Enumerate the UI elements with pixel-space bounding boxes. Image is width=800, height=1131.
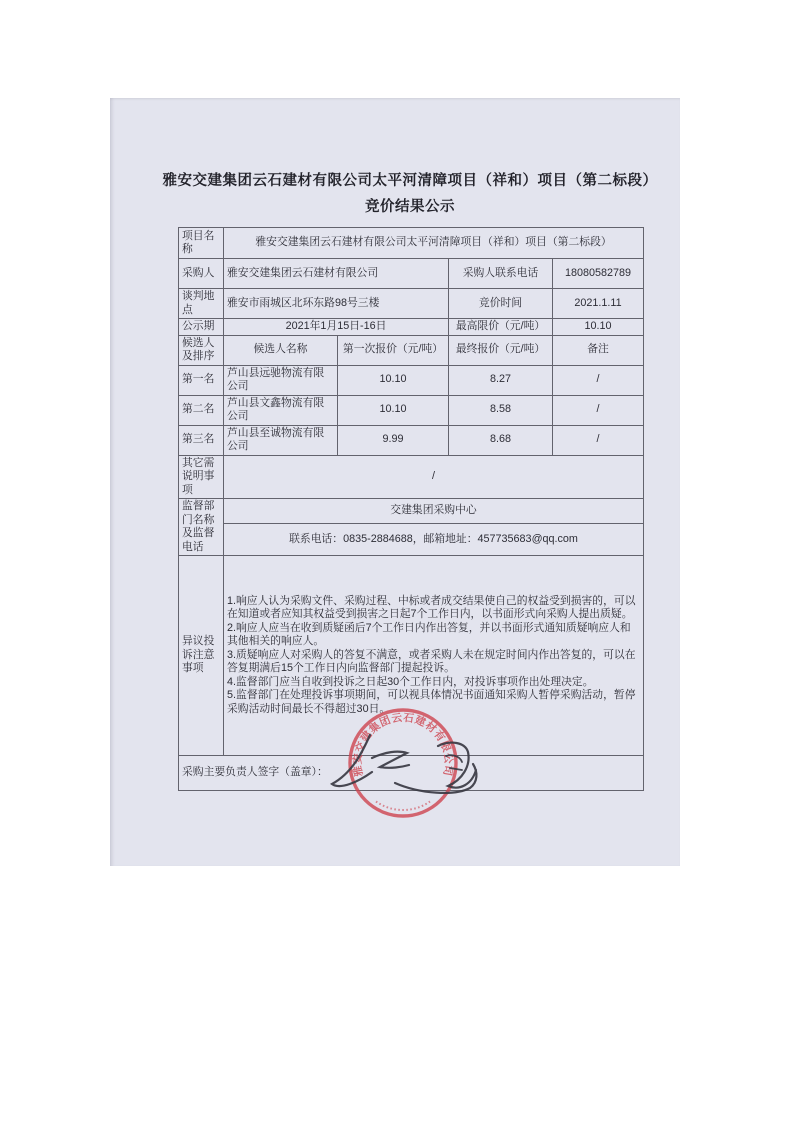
seal-text: 雅安交建集团云石建材有限公司 <box>351 711 455 778</box>
publicity-period-value: 2021年1月15日-16日 <box>224 319 449 336</box>
other-notes-label: 其它需说明事项 <box>179 455 224 499</box>
candidate-name: 芦山县文鑫物流有限公司 <box>224 395 338 425</box>
candidate-remark: / <box>553 365 644 395</box>
document-title <box>145 168 675 220</box>
purchaser-value: 雅安交建集团云石建材有限公司 <box>224 259 449 289</box>
candidates-name-header: 候选人名称 <box>224 335 338 365</box>
negotiation-place-label: 谈判地点 <box>179 289 224 319</box>
publicity-period-label: 公示期 <box>179 319 224 336</box>
candidate-row <box>179 365 644 395</box>
negotiation-place-value: 雅安市雨城区北环东路98号三楼 <box>224 289 449 319</box>
signature-label: 采购主要负责人签字（盖章）： <box>179 756 644 791</box>
candidates-first-offer-header: 第一次报价（元/吨） <box>338 335 449 365</box>
candidate-rank: 第一名 <box>179 365 224 395</box>
title-line-2: 竞价结果公示 <box>365 199 455 215</box>
objection-item-2: 2.响应人应当在收到质疑函后7个工作日内作出答复，并以书面形式通知质疑响应人和其他相关的响应人。 <box>227 621 631 648</box>
candidates-remark-header: 备注 <box>553 335 644 365</box>
candidate-first-offer: 10.10 <box>338 395 449 425</box>
objection-label: 异议投诉注意事项 <box>179 556 224 756</box>
candidate-rank: 第三名 <box>179 425 224 455</box>
candidate-name: 芦山县远驰物流有限公司 <box>224 365 338 395</box>
purchaser-phone-value: 18080582789 <box>553 259 644 289</box>
purchaser-label: 采购人 <box>179 259 224 289</box>
project-name-label: 项目名称 <box>179 228 224 259</box>
purchaser-phone-label: 采购人联系电话 <box>449 259 553 289</box>
candidate-final-offer: 8.27 <box>449 365 553 395</box>
supervision-label: 监督部门名称及监督电话 <box>179 499 224 556</box>
candidate-rank: 第二名 <box>179 395 224 425</box>
max-price-label: 最高限价（元/吨） <box>449 319 553 336</box>
candidate-final-offer: 8.68 <box>449 425 553 455</box>
title-line-1: 雅安交建集团云石建材有限公司太平河清障项目（祥和）项目（第二标段） <box>162 173 658 189</box>
supervision-dept: 交建集团采购中心 <box>224 499 644 524</box>
candidate-remark: / <box>553 395 644 425</box>
project-name-value: 雅安交建集团云石建材有限公司太平河清障项目（祥和）项目（第二标段） <box>224 228 644 259</box>
objection-item-1: 1.响应人认为采购文件、采购过程、中标或者成交结果使自己的权益受到损害的，可以在知道或者应知其权益受到损害之日起7个工作日内，以书面形式向采购人提出质疑。 <box>227 594 636 621</box>
objection-notice <box>224 556 644 756</box>
objection-item-3: 3.质疑响应人对采购人的答复不满意，或者采购人未在规定时间内作出答复的，可以在答复期满后15个工作日内向监督部门提起投诉。 <box>227 648 636 675</box>
candidate-final-offer: 8.58 <box>449 395 553 425</box>
candidates-final-offer-header: 最终报价（元/吨） <box>449 335 553 365</box>
max-price-value: 10.10 <box>553 319 644 336</box>
other-notes-value: / <box>224 455 644 499</box>
supervision-contact: 联系电话：0835-2884688，邮箱地址：457735683@qq.com <box>224 523 644 555</box>
candidate-first-offer: 10.10 <box>338 365 449 395</box>
candidate-remark: / <box>553 425 644 455</box>
objection-item-5: 5.监督部门在处理投诉事项期间，可以视具体情况书面通知采购人暂停采购活动，暂停采购活动时间最长不得超过30日。 <box>227 689 636 715</box>
candidate-row <box>179 395 644 425</box>
candidate-first-offer: 9.99 <box>338 425 449 455</box>
bidding-time-value: 2021.1.11 <box>553 289 644 319</box>
candidates-rank-header: 候选人及排序 <box>179 335 224 365</box>
candidate-name: 芦山县至诚物流有限公司 <box>224 425 338 455</box>
scanned-page <box>110 98 680 866</box>
objection-item-4: 4.监督部门应当自收到投诉之日起30个工作日内，对投诉事项作出处理决定。 <box>227 675 594 688</box>
bidding-time-label: 竞价时间 <box>449 289 553 319</box>
bid-result-table <box>178 227 644 791</box>
candidate-row <box>179 425 644 455</box>
